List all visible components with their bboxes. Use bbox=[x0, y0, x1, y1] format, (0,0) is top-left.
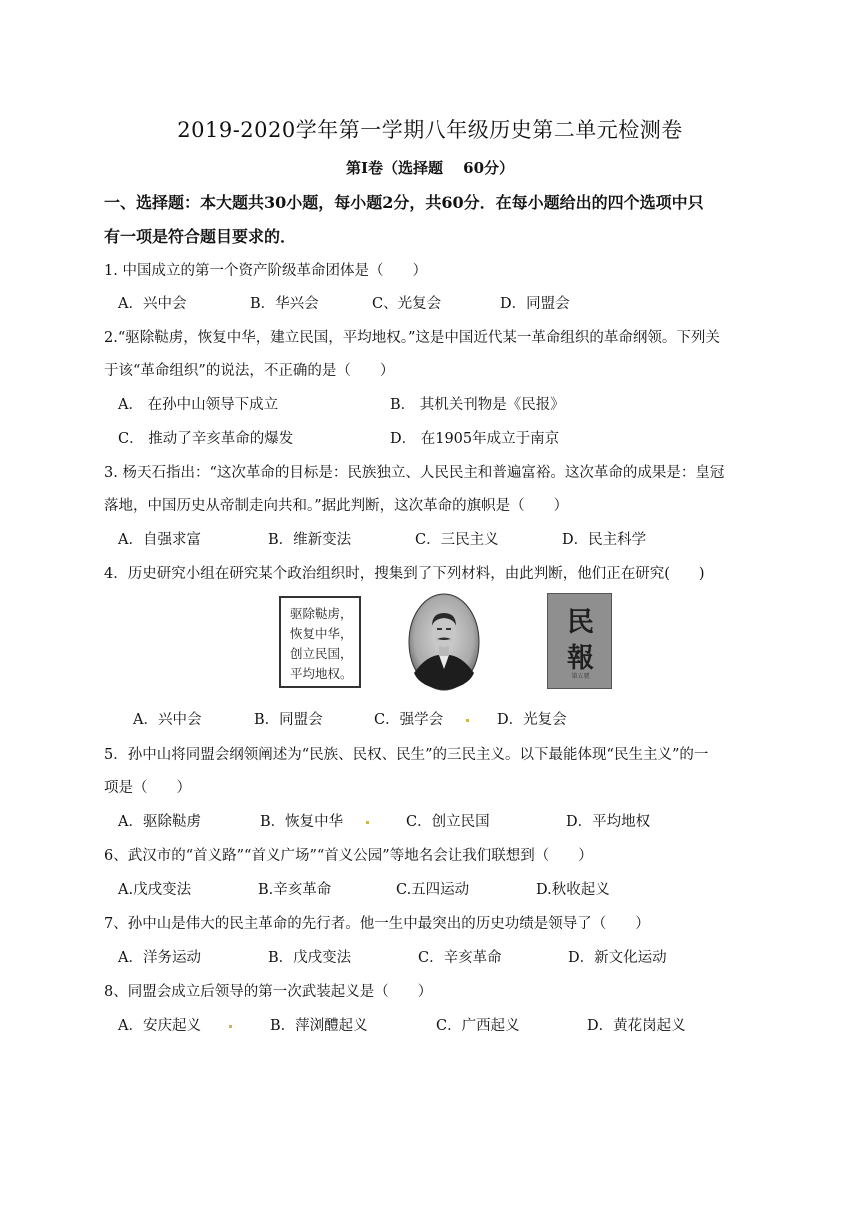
section-heading-line1: 一、选择题：本大题共30小题，每小题2分，共60分．在每小题给出的四个选项中只 bbox=[104, 193, 704, 212]
question-7-stem: 7、孙中山是伟大的民主革命的先行者。他一生中最突出的历史功绩是领导了（ ） bbox=[104, 916, 650, 932]
question-3-option-b: B．维新变法 bbox=[268, 532, 352, 548]
part-subtitle: 第Ⅰ卷（选择题 60分） bbox=[345, 159, 515, 177]
question-5-option-c: C．创立民国 bbox=[406, 814, 490, 830]
scan-speck bbox=[366, 821, 369, 824]
question-4-option-c: C．强学会 bbox=[374, 712, 444, 728]
question-6-option-b: B.辛亥革命 bbox=[258, 882, 332, 898]
slogan-figure bbox=[279, 596, 361, 688]
scan-speck bbox=[466, 719, 469, 722]
exam-title: 2019-2020学年第一学期八年级历史第二单元检测卷 bbox=[177, 118, 683, 142]
question-3-stem-line1: 3. 杨天石指出：“这次革命的目标是：民族独立、人民民主和普遍富裕。这次革命的成果是：皇冠 bbox=[104, 465, 725, 481]
question-4-option-a: A．兴中会 bbox=[133, 712, 202, 728]
question-7-option-a: A．洋务运动 bbox=[118, 950, 201, 966]
slogan-line-3: 创立民国， bbox=[290, 646, 353, 661]
question-1-stem: 1. 中国成立的第一个资产阶级革命团体是（ ） bbox=[104, 263, 427, 279]
scan-speck bbox=[229, 1025, 232, 1028]
question-7-option-c: C．辛亥革命 bbox=[418, 950, 502, 966]
question-6-option-a: A.戊戌变法 bbox=[118, 882, 192, 898]
question-4-option-d: D．光复会 bbox=[497, 712, 567, 728]
question-2-stem-line2: 于该“革命组织”的说法，不正确的是（ ） bbox=[104, 363, 395, 379]
question-5-option-b: B．恢复中华 bbox=[260, 814, 344, 830]
portrait-image bbox=[408, 593, 480, 691]
question-2-option-d: D． 在1905年成立于南京 bbox=[390, 431, 560, 447]
question-5-option-a: A．驱除鞑虏 bbox=[118, 814, 201, 830]
question-7-option-d: D．新文化运动 bbox=[568, 950, 667, 966]
question-1-option-a: A．兴中会 bbox=[118, 296, 187, 312]
question-6-option-d: D.秋收起义 bbox=[536, 882, 610, 898]
question-2-option-a: A． 在孙中山领导下成立 bbox=[118, 397, 279, 413]
question-1-option-b: B．华兴会 bbox=[250, 296, 319, 312]
journal-issue-label: 第五號 bbox=[571, 673, 590, 680]
question-5-stem-line1: 5．孙中山将同盟会纲领阐述为“民族、民权、民生”的三民主义。以下最能体现“民生主义”的一 bbox=[104, 747, 709, 763]
section-heading-line2: 有一项是符合题目要求的． bbox=[104, 227, 297, 246]
question-8-option-a: A．安庆起义 bbox=[118, 1018, 201, 1034]
question-6-option-c: C.五四运动 bbox=[396, 882, 470, 898]
question-8-option-d: D．黄花岗起义 bbox=[587, 1018, 686, 1034]
question-3-option-c: C．三民主义 bbox=[415, 532, 499, 548]
journal-title-char-1: 民 bbox=[567, 607, 594, 638]
question-1-option-c: C、光复会 bbox=[372, 296, 442, 312]
question-3-option-a: A．自强求富 bbox=[118, 532, 201, 548]
slogan-line-4: 平均地权。 bbox=[290, 666, 353, 681]
question-7-option-b: B．戊戌变法 bbox=[268, 950, 352, 966]
question-2-option-c: C． 推动了辛亥革命的爆发 bbox=[118, 431, 294, 447]
question-2-stem-line1: 2.“驱除鞑虏，恢复中华，建立民国，平均地权。”这是中国近代某一革命组织的革命纲领。下列关 bbox=[104, 330, 720, 346]
question-8-stem: 8、同盟会成立后领导的第一次武装起义是（ ） bbox=[104, 984, 433, 1000]
question-1-option-d: D．同盟会 bbox=[500, 296, 570, 312]
question-3-option-d: D．民主科学 bbox=[562, 532, 647, 548]
slogan-line-2: 恢复中华， bbox=[290, 626, 353, 641]
question-8-option-c: C．广西起义 bbox=[436, 1018, 520, 1034]
question-3-stem-line2: 落地，中国历史从帝制走向共和。”据此判断，这次革命的旗帜是（ ） bbox=[104, 498, 569, 514]
question-8-option-b: B．萍浏醴起义 bbox=[270, 1018, 368, 1034]
slogan-line-1: 驱除鞑虏， bbox=[290, 606, 353, 621]
journal-title-char-2: 報 bbox=[567, 643, 594, 674]
question-4-option-b: B．同盟会 bbox=[254, 712, 323, 728]
question-4-stem: 4．历史研究小组在研究某个政治组织时，搜集到了下列材料，由此判断，他们正在研究( ) bbox=[104, 566, 705, 582]
question-2-option-b: B． 其机关刊物是《民报》 bbox=[390, 397, 565, 413]
question-6-stem: 6、武汉市的“首义路”“首义广场”“首义公园”等地名会让我们联想到（ ） bbox=[104, 848, 593, 864]
question-5-stem-line2: 项是（ ） bbox=[104, 780, 191, 796]
minbao-journal-image bbox=[547, 593, 612, 689]
question-5-option-d: D．平均地权 bbox=[566, 814, 651, 830]
